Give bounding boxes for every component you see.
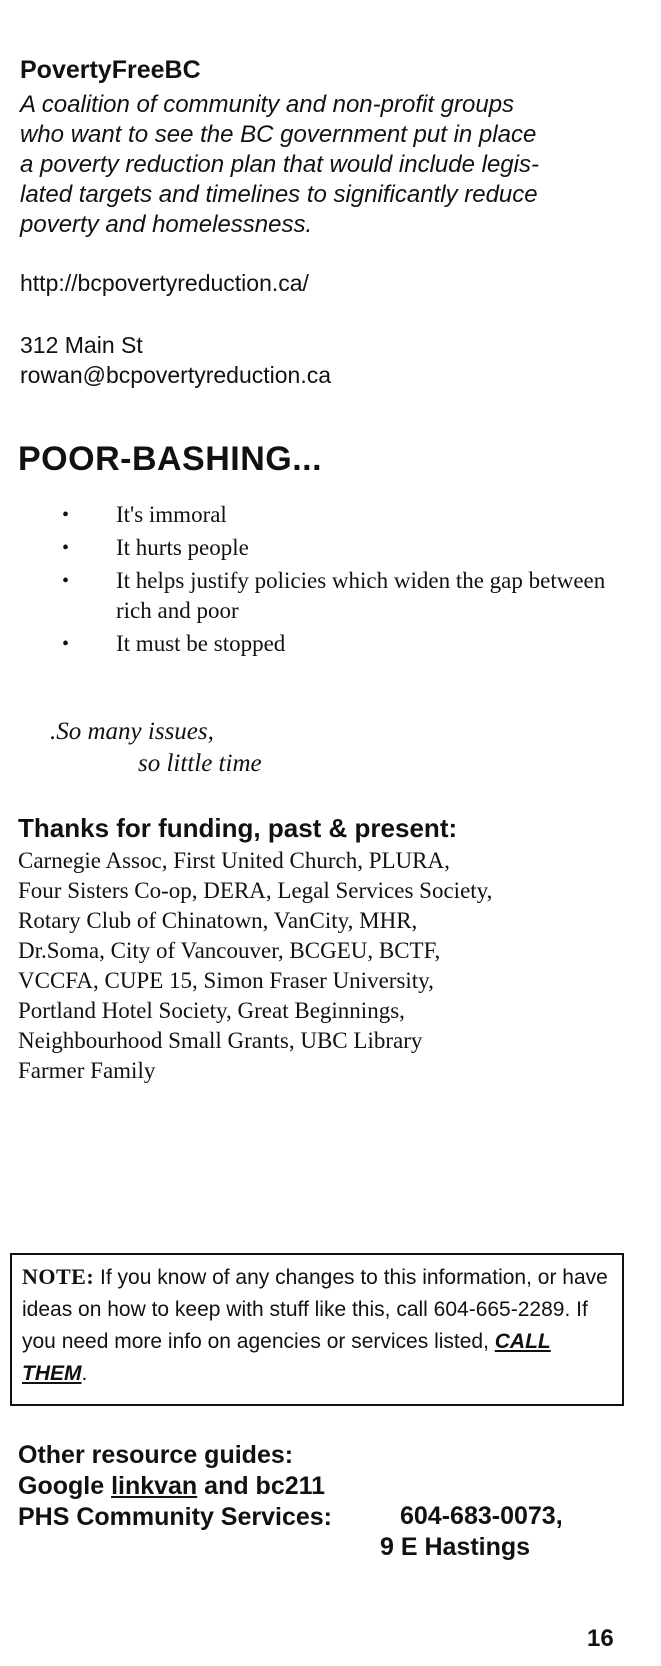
org-description	[20, 90, 620, 240]
list-item	[60, 629, 620, 659]
google-prefix: Google	[18, 1472, 112, 1500]
phs-label: PHS Community Services:	[18, 1503, 332, 1531]
note-end: .	[81, 1362, 88, 1385]
description-line: A coalition of community and non-profit groups	[20, 91, 515, 118]
thanks-line: Rotary Club of Chinatown, VanCity, MHR,	[18, 908, 418, 933]
poor-bashing-list	[60, 500, 620, 662]
call-them-text: CALL THEM	[22, 1330, 551, 1385]
description-line: who want to see the BC government put in place	[20, 121, 537, 148]
list-item	[60, 533, 620, 563]
thanks-line: Dr.Soma, City of Vancouver, BCGEU, BCTF,	[18, 938, 441, 963]
list-item-text: It helps justify policies which widen the gap between rich and poor	[116, 568, 606, 623]
note-body: If you know of any changes to this information, or have ideas on how to keep with stuff like this, call 604-665-2289. If you need more info on agencies or services listed,	[22, 1266, 608, 1353]
description-line: poverty and homelessness.	[20, 211, 313, 238]
org-url: http://bcpovertyreduction.ca/	[20, 270, 309, 296]
thanks-line: Portland Hotel Society, Great Beginnings,	[18, 998, 405, 1023]
thanks-line: Neighbourhood Small Grants, UBC Library	[18, 1028, 423, 1053]
list-item	[60, 500, 620, 530]
page-number: 16	[587, 1625, 614, 1652]
list-item-text: It's immoral	[116, 502, 227, 527]
resources-block	[18, 1440, 332, 1533]
poor-bashing-title: POOR-BASHING...	[18, 440, 323, 478]
org-name: PovertyFreeBC	[20, 56, 201, 84]
note-label: NOTE:	[22, 1264, 95, 1289]
resources-title: Other resource guides:	[18, 1441, 294, 1469]
thanks-line: VCCFA, CUPE 15, Simon Fraser University,	[18, 968, 434, 993]
bullet-icon: •	[62, 570, 70, 592]
bullet-icon: •	[62, 537, 70, 559]
bullet-icon: •	[62, 633, 70, 655]
thanks-line: Four Sisters Co-op, DERA, Legal Services Society,	[18, 878, 493, 903]
description-line: a poverty reduction plan that would include legis-	[20, 151, 539, 178]
thanks-line: Farmer Family	[18, 1058, 156, 1083]
list-item-text: It must be stopped	[116, 631, 286, 656]
quote-line-1: .So many issues,	[50, 718, 214, 745]
google-suffix: and bc211	[197, 1472, 326, 1500]
linkvan-link: linkvan	[111, 1472, 198, 1500]
list-item	[60, 566, 620, 626]
description-line: lated targets and timelines to significantly reduce	[20, 181, 538, 208]
org-address: 312 Main St	[20, 332, 143, 358]
quote-line-2: so little time	[138, 750, 262, 777]
phs-phone: 604-683-0073,	[400, 1502, 563, 1530]
list-item-text: It hurts people	[116, 535, 249, 560]
phs-address: 9 E Hastings	[380, 1533, 531, 1561]
bullet-icon: •	[62, 504, 70, 526]
org-email: rowan@bcpovertyreduction.ca	[20, 362, 332, 388]
org-contact	[20, 330, 331, 390]
thanks-list	[18, 846, 638, 1086]
note-text	[22, 1261, 612, 1390]
thanks-line: Carnegie Assoc, First United Church, PLURA,	[18, 848, 450, 873]
thanks-title: Thanks for funding, past & present:	[18, 813, 458, 843]
resources-google-line	[18, 1471, 332, 1502]
